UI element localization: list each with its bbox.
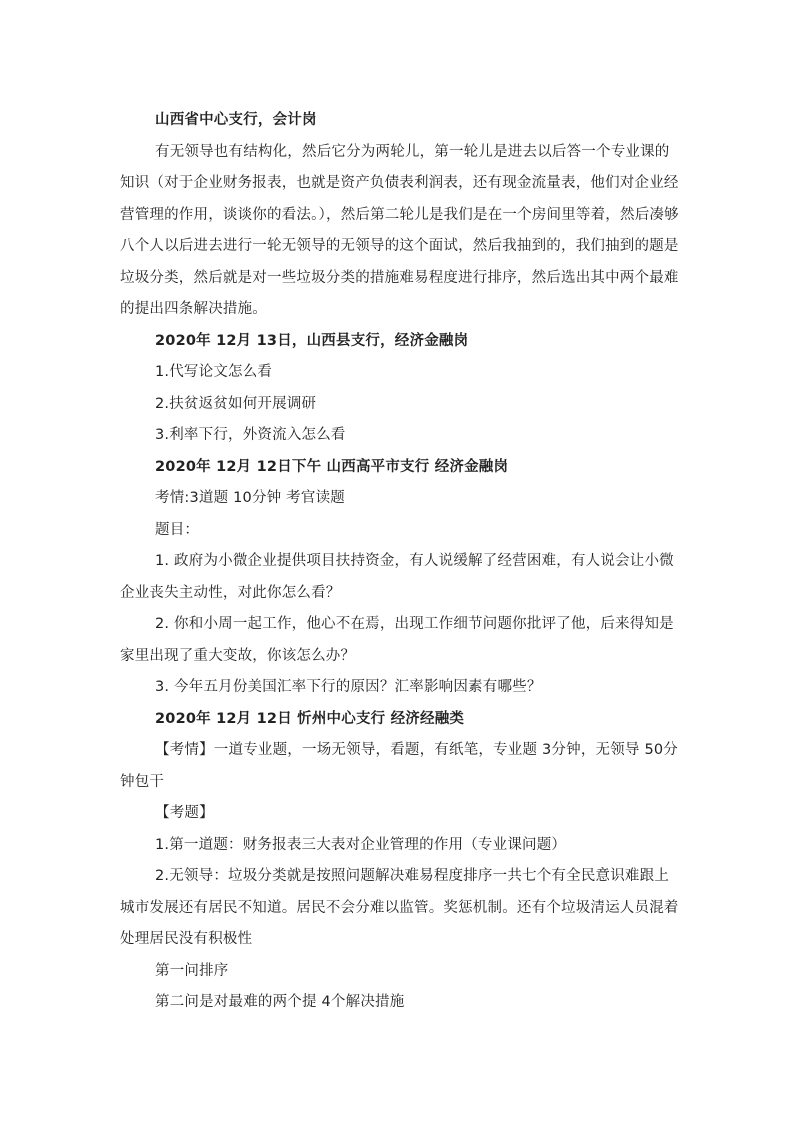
section-1-paragraph: 有无领导也有结构化，然后它分为两轮儿，第一轮儿是进去以后答一个专业课的知识（对于企业财务报表，也就是资产负债表利润表，还有现金流量表，他们对企业经营管理的作用，谈谈你的看法。），然后第二轮儿是我们是在一个房间里等着，然后凑够八个人以后进去进行一轮无领导的无领导的这个面试，然后我抽到的，我们抽到的题是垃圾分类，然后就是对一些垃圾分类的措施难易程度进行排序，然后选出其中两个最难的提出四条解决措施。 [120, 143, 679, 317]
document-body [120, 105, 680, 1019]
list-item: 3.利率下行，外资流入怎么看 [155, 427, 346, 443]
exam-info: 【考情】一道专业题，一场无领导，看题，有纸笔，专业题 3分钟，无领导 50分钟包干 [120, 742, 678, 790]
list-item: 2. 你和小周一起工作，他心不在焉，出现工作细节问题你批评了他，后来得知是家里出现了重大变故，你该怎么办？ [120, 616, 674, 664]
list-item: 第二问是对最难的两个提 4个解决措施 [155, 994, 405, 1010]
questions-label: 题目： [155, 521, 200, 538]
questions-label: 【考题】 [155, 805, 214, 821]
section-heading-1: 山西省中心支行，会计岗 [155, 112, 317, 128]
list-item: 3. 今年五月份美国汇率下行的原因？汇率影响因素有哪些？ [155, 679, 542, 695]
list-item: 1. 政府为小微企业提供项目扶持资金，有人说缓解了经营困难，有人说会让小微企业丧失主动性，对此你怎么看？ [120, 553, 674, 601]
list-item: 2.扶贫返贫如何开展调研 [155, 395, 317, 412]
section-heading-4: 2020年 12月 12日 忻州中心支行 经济经融类 [155, 710, 465, 727]
list-item: 1.代写论文怎么看 [155, 364, 273, 380]
list-item: 第一问排序 [155, 962, 229, 979]
exam-info: 考情:3道题 10分钟 考官读题 [155, 490, 345, 506]
section-heading-3: 2020年 12月 12日下午 山西高平市支行 经济金融岗 [155, 458, 509, 475]
list-item: 2.无领导：垃圾分类就是按照问题解决难易程度排序一共七个有全民意识难跟上城市发展还有居民不知道。居民不会分难以监管。奖惩机制。还有个垃圾清运人员混着处理居民没有积极性 [120, 868, 679, 947]
section-heading-2: 2020年 12月 13日，山西县支行，经济金融岗 [155, 332, 469, 349]
list-item: 1.第一道题：财务报表三大表对企业管理的作用（专业课问题） [155, 836, 567, 853]
